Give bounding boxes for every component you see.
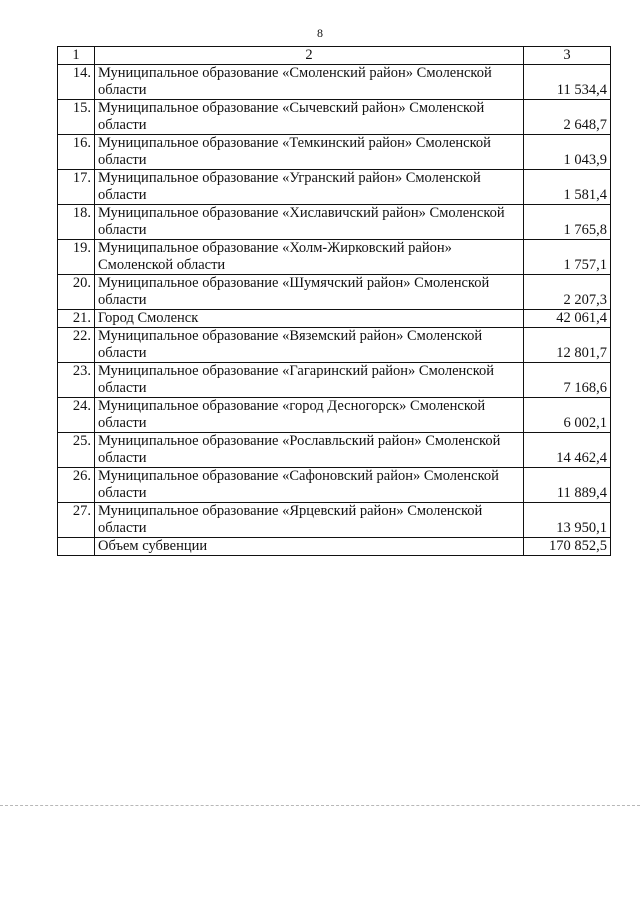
total-label: Объем субвенции (95, 538, 524, 556)
subvention-value: 6 002,1 (524, 398, 611, 433)
subvention-value: 1 757,1 (524, 240, 611, 275)
table-row (58, 240, 611, 275)
municipality-name: Муниципальное образование «Хиславичский район» Смоленской области (95, 205, 524, 240)
total-number (58, 538, 95, 556)
row-number: 18. (58, 205, 95, 240)
municipality-name: Муниципальное образование «Темкинский район» Смоленской области (95, 135, 524, 170)
table-row (58, 310, 611, 328)
row-number: 24. (58, 398, 95, 433)
subvention-table (57, 46, 611, 556)
row-number: 19. (58, 240, 95, 275)
municipality-name: Муниципальное образование «Рославльский район» Смоленской области (95, 433, 524, 468)
table-row (58, 205, 611, 240)
table-row (58, 398, 611, 433)
total-row (58, 538, 611, 556)
row-number: 14. (58, 65, 95, 100)
table-row (58, 135, 611, 170)
subvention-value: 1 581,4 (524, 170, 611, 205)
municipality-name: Муниципальное образование «Сычевский район» Смоленской области (95, 100, 524, 135)
table-row (58, 433, 611, 468)
subvention-value: 2 648,7 (524, 100, 611, 135)
subvention-value: 11 534,4 (524, 65, 611, 100)
subvention-value: 1 043,9 (524, 135, 611, 170)
row-number: 21. (58, 310, 95, 328)
subvention-value: 2 207,3 (524, 275, 611, 310)
page-number: 8 (317, 26, 323, 40)
table-row (58, 275, 611, 310)
table-row (58, 363, 611, 398)
municipality-name: Муниципальное образование «Гагаринский район» Смоленской области (95, 363, 524, 398)
table-row (58, 503, 611, 538)
row-number: 27. (58, 503, 95, 538)
table-row (58, 468, 611, 503)
table-row (58, 100, 611, 135)
table-row (58, 170, 611, 205)
municipality-name: Муниципальное образование «город Десногорск» Смоленской области (95, 398, 524, 433)
municipality-name: Муниципальное образование «Вяземский район» Смоленской области (95, 328, 524, 363)
subvention-value: 11 889,4 (524, 468, 611, 503)
row-number: 22. (58, 328, 95, 363)
municipality-name: Муниципальное образование «Угранский район» Смоленской области (95, 170, 524, 205)
subvention-value: 12 801,7 (524, 328, 611, 363)
subvention-value: 1 765,8 (524, 205, 611, 240)
table-row (58, 328, 611, 363)
subvention-value: 7 168,6 (524, 363, 611, 398)
scan-artifact-line (0, 805, 640, 806)
header-cell-1: 1 (58, 47, 95, 65)
header-cell-2: 2 (95, 47, 524, 65)
total-value: 170 852,5 (524, 538, 611, 556)
municipality-name: Муниципальное образование «Сафоновский район» Смоленской области (95, 468, 524, 503)
municipality-name: Муниципальное образование «Шумячский район» Смоленской области (95, 275, 524, 310)
row-number: 15. (58, 100, 95, 135)
municipality-name: Муниципальное образование «Смоленский район» Смоленской области (95, 65, 524, 100)
subvention-value: 13 950,1 (524, 503, 611, 538)
municipality-name: Муниципальное образование «Ярцевский район» Смоленской области (95, 503, 524, 538)
subvention-value: 42 061,4 (524, 310, 611, 328)
row-number: 17. (58, 170, 95, 205)
row-number: 20. (58, 275, 95, 310)
subvention-value: 14 462,4 (524, 433, 611, 468)
table-header-row (58, 47, 611, 65)
row-number: 16. (58, 135, 95, 170)
municipality-name: Муниципальное образование «Холм-Жирковский район» Смоленской области (95, 240, 524, 275)
table-row (58, 65, 611, 100)
row-number: 25. (58, 433, 95, 468)
header-cell-3: 3 (524, 47, 611, 65)
municipality-name: Город Смоленск (95, 310, 524, 328)
row-number: 26. (58, 468, 95, 503)
row-number: 23. (58, 363, 95, 398)
